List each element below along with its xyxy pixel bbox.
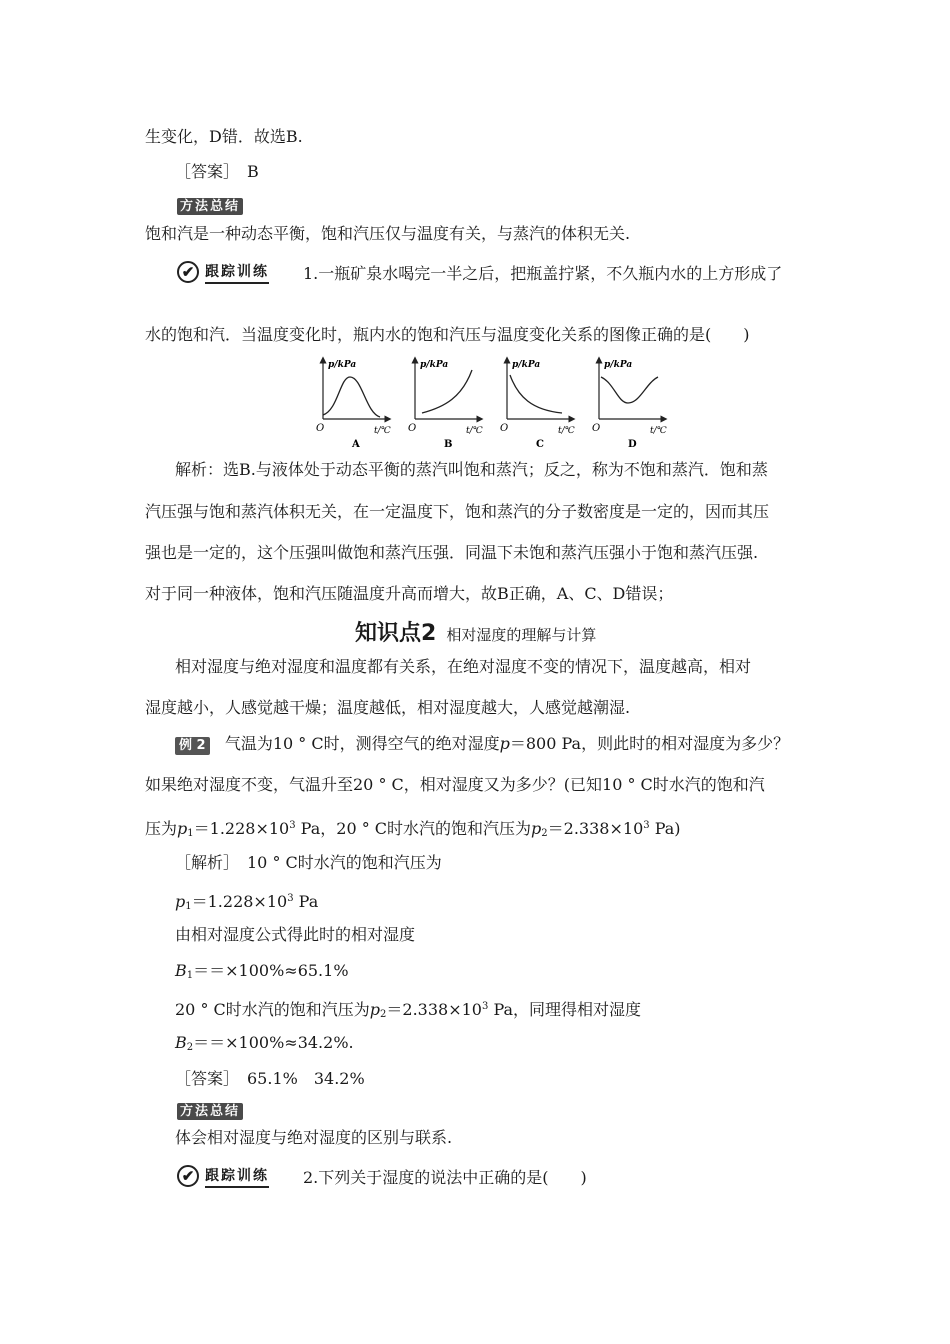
analysis-text: 强也是一定的，这个压强叫做饱和蒸汽压强．同温下未饱和蒸汽压强小于饱和蒸汽压强.: [145, 543, 759, 562]
knowledge-point-heading: [355, 620, 596, 649]
method-summary-badge: 方法总结: [177, 1103, 243, 1120]
origin-label: O: [408, 423, 417, 434]
x-axis-label: t/℃: [558, 426, 575, 436]
text-line: 体会相对湿度与绝对湿度的区别与联系.: [175, 1128, 453, 1147]
variable: p: [369, 1000, 381, 1019]
graph-options: [318, 355, 678, 455]
x-axis-label: t/℃: [650, 426, 667, 436]
method-summary-badge: 方法总结: [177, 198, 243, 215]
answer-line: ［答案］ B: [175, 162, 259, 181]
text-span: Pa: [293, 892, 319, 911]
graph-c: [500, 360, 576, 450]
variable: p: [531, 819, 542, 838]
solution-line: [175, 996, 641, 1026]
origin-label: O: [500, 423, 509, 434]
text-span: ＝2.338×10: [386, 1000, 482, 1019]
subscript: 2: [186, 1042, 194, 1053]
superscript: 3: [481, 1001, 489, 1012]
x-axis-label: t/℃: [466, 426, 483, 436]
text-span: ＝2.338×10: [547, 819, 644, 838]
graph-a: [316, 360, 392, 450]
text-line: 生变化，D错．故选B.: [145, 127, 303, 146]
text-span: ＝1.228×10: [191, 892, 288, 911]
solution-line: [175, 960, 349, 987]
superscript: 3: [643, 820, 650, 831]
analysis-text: 解析：选B.与液体处于动态平衡的蒸汽叫饱和蒸汽；反之，称为不饱和蒸汽．饱和蒸: [175, 460, 768, 479]
variable: B: [175, 961, 187, 980]
variable: p: [499, 734, 510, 753]
text-line: 饱和汽是一种动态平衡，饱和汽压仅与温度有关，与蒸汽的体积无关.: [145, 224, 631, 243]
graph-d: [592, 360, 668, 450]
origin-label: O: [592, 423, 601, 434]
y-axis-label: p/kPa: [604, 360, 633, 370]
subscript: 2: [541, 828, 548, 839]
example-question: [145, 815, 681, 845]
curve-c: [510, 375, 562, 413]
text-span: ＝1.228×10: [193, 819, 290, 838]
analysis-text: 汽压强与饱和蒸汽体积无关，在一定温度下，饱和蒸汽的分子数密度是一定的，因而其压: [145, 502, 770, 521]
curve-d: [601, 377, 658, 403]
example-badge: 例 2: [175, 737, 210, 755]
question-text: 2.下列关于湿度的说法中正确的是( ): [303, 1168, 587, 1187]
variable: p: [177, 819, 188, 838]
text-span: 20 ° C时水汽的饱和汽压为: [175, 1000, 370, 1019]
example-question: 如果绝对湿度不变，气温升至20 ° C，相对湿度又为多少？(已知10 ° C时水汽的饱和汽: [145, 775, 765, 794]
subscript: 1: [186, 970, 194, 981]
answer-line: ［答案］ 65.1% 34.2%: [175, 1069, 365, 1088]
curve-b: [422, 370, 472, 413]
text-span: 压为: [145, 819, 178, 838]
subscript: 1: [187, 828, 194, 839]
tracking-label: 跟踪训练: [205, 261, 269, 284]
question-text: 1.一瓶矿泉水喝完一半之后，把瓶盖拧紧，不久瓶内水的上方形成了: [303, 264, 783, 283]
text-line: 相对湿度与绝对湿度和温度都有关系，在绝对湿度不变的情况下，温度越高，相对: [175, 657, 752, 676]
knowledge-point-title: 相对湿度的理解与计算: [446, 626, 597, 644]
subscript: 1: [185, 901, 192, 912]
check-icon: ✔: [177, 261, 199, 283]
option-label: D: [628, 439, 637, 450]
graph-b: [408, 360, 484, 450]
solution-line: [175, 1032, 354, 1059]
knowledge-point-number: 知识点2: [355, 621, 437, 646]
solution-line: ［解析］ 10 ° C时水汽的饱和汽压为: [175, 853, 442, 872]
tracking-practice-badge: [177, 1163, 269, 1189]
y-axis-label: p/kPa: [328, 360, 357, 370]
tracking-practice-badge: [177, 259, 269, 285]
variable: p: [175, 892, 186, 911]
option-label: B: [444, 439, 453, 450]
text-span: Pa，同理得相对湿度: [488, 1000, 642, 1019]
text-span: ＝800 Pa，则此时的相对湿度为多少？: [509, 734, 790, 753]
text-span: ＝＝×100%≈34.2%.: [193, 1033, 354, 1052]
superscript: 3: [287, 893, 294, 904]
option-label: C: [536, 439, 544, 450]
question-text: 水的饱和汽．当温度变化时，瓶内水的饱和汽压与温度变化关系的图像正确的是( ): [145, 325, 750, 344]
curve-a: [323, 377, 380, 417]
tracking-label: 跟踪训练: [205, 1165, 269, 1188]
example-question: [175, 733, 789, 755]
y-axis-label: p/kPa: [512, 360, 541, 370]
origin-label: O: [316, 423, 325, 434]
superscript: 3: [289, 820, 296, 831]
option-label: A: [352, 439, 360, 450]
text-span: 气温为10 ° C时，测得空气的绝对湿度: [224, 734, 500, 753]
solution-line: [175, 888, 318, 918]
text-span: Pa): [649, 819, 681, 838]
text-span: ＝＝×100%≈65.1%: [193, 961, 349, 980]
variable: B: [175, 1033, 187, 1052]
y-axis-label: p/kPa: [420, 360, 449, 370]
subscript: 2: [380, 1009, 387, 1020]
analysis-text: 对于同一种液体，饱和汽压随温度升高而增大，故B正确，A、C、D错误；: [145, 584, 674, 603]
graph-svg: [318, 355, 678, 455]
x-axis-label: t/℃: [374, 426, 391, 436]
text-span: Pa，20 ° C时水汽的饱和汽压为: [295, 819, 532, 838]
text-line: 湿度越小，人感觉越干燥；温度越低，相对湿度越大，人感觉越潮湿.: [145, 698, 631, 717]
check-icon: ✔: [177, 1165, 199, 1187]
solution-line: 由相对湿度公式得此时的相对湿度: [175, 925, 416, 944]
